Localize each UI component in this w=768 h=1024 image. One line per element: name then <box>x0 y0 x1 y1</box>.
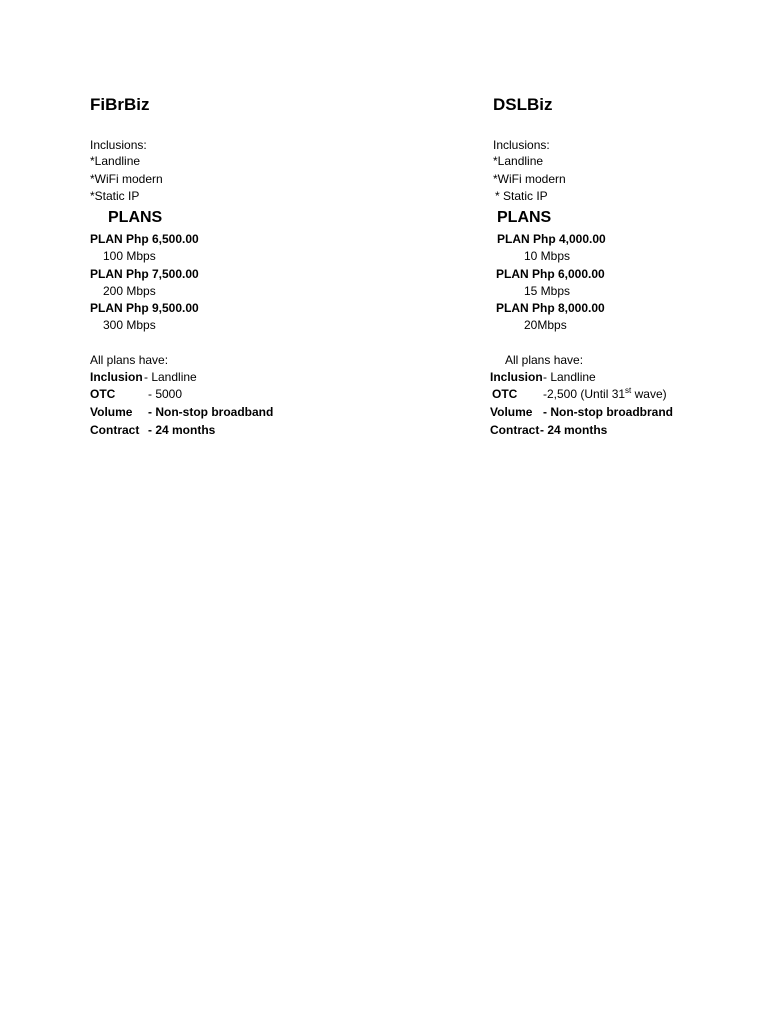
fibrbiz-plan-speed: 100 Mbps <box>103 249 156 263</box>
dslbiz-inclusion-item: *WiFi modern <box>493 172 566 186</box>
dslbiz-otc-superscript: st <box>625 386 632 395</box>
dslbiz-plans-heading: PLANS <box>497 209 552 226</box>
dslbiz-plan-speed: 20Mbps <box>524 318 567 332</box>
fibrbiz-plan-speed: 300 Mbps <box>103 318 156 332</box>
dslbiz-plan-price: PLAN Php 6,000.00 <box>496 267 605 281</box>
dslbiz-inclusion-item: * Static IP <box>495 189 548 203</box>
dslbiz-otc-value-tail: wave) <box>631 387 667 401</box>
dslbiz-detail-key: Volume <box>490 405 533 419</box>
dslbiz-title: DSLBiz <box>493 95 553 114</box>
dslbiz-detail-key: Inclusion <box>490 370 543 384</box>
dslbiz-detail-value: - Non-stop broadbrand <box>543 405 673 419</box>
fibrbiz-inclusions-label: Inclusions: <box>90 138 147 152</box>
dslbiz-detail-value <box>543 387 667 401</box>
fibrbiz-plan-price: PLAN Php 7,500.00 <box>90 267 199 281</box>
dslbiz-otc-value-text: -2,500 (Until 31 <box>543 387 626 401</box>
fibrbiz-inclusion-item: *WiFi modern <box>90 172 163 186</box>
dslbiz-inclusions-label: Inclusions: <box>493 138 550 152</box>
fibrbiz-detail-value: - 24 months <box>148 423 216 437</box>
fibrbiz-detail-value: - Non-stop broadband <box>148 405 274 419</box>
fibrbiz-plan-price: PLAN Php 6,500.00 <box>90 232 199 246</box>
dslbiz-plan-speed: 10 Mbps <box>524 249 571 263</box>
dslbiz-detail-key: Contract <box>490 423 540 437</box>
dslbiz-inclusion-item: *Landline <box>493 154 544 168</box>
dslbiz-all-plans-label: All plans have: <box>505 353 584 367</box>
dslbiz-plan-price: PLAN Php 8,000.00 <box>496 301 605 315</box>
fibrbiz-detail-value: - Landline <box>144 370 197 384</box>
fibrbiz-all-plans-label: All plans have: <box>90 353 169 367</box>
fibrbiz-detail-key: Volume <box>90 405 133 419</box>
fibrbiz-plans-heading: PLANS <box>108 209 163 226</box>
fibrbiz-detail-key: Inclusion <box>90 370 143 384</box>
dslbiz-plan-price: PLAN Php 4,000.00 <box>497 232 606 246</box>
fibrbiz-plan-speed: 200 Mbps <box>103 284 156 298</box>
fibrbiz-detail-key: Contract <box>90 423 140 437</box>
fibrbiz-inclusion-item: *Landline <box>90 154 141 168</box>
fibrbiz-detail-value: - 5000 <box>148 387 183 401</box>
dslbiz-plan-speed: 15 Mbps <box>524 284 571 298</box>
dslbiz-detail-key: OTC <box>492 387 518 401</box>
fibrbiz-title: FiBrBiz <box>90 95 150 114</box>
fibrbiz-inclusion-item: *Static IP <box>90 189 140 203</box>
fibrbiz-detail-key: OTC <box>90 387 116 401</box>
dslbiz-detail-value: - 24 months <box>540 423 608 437</box>
dslbiz-detail-value: - Landline <box>543 370 596 384</box>
fibrbiz-plan-price: PLAN Php 9,500.00 <box>90 301 199 315</box>
